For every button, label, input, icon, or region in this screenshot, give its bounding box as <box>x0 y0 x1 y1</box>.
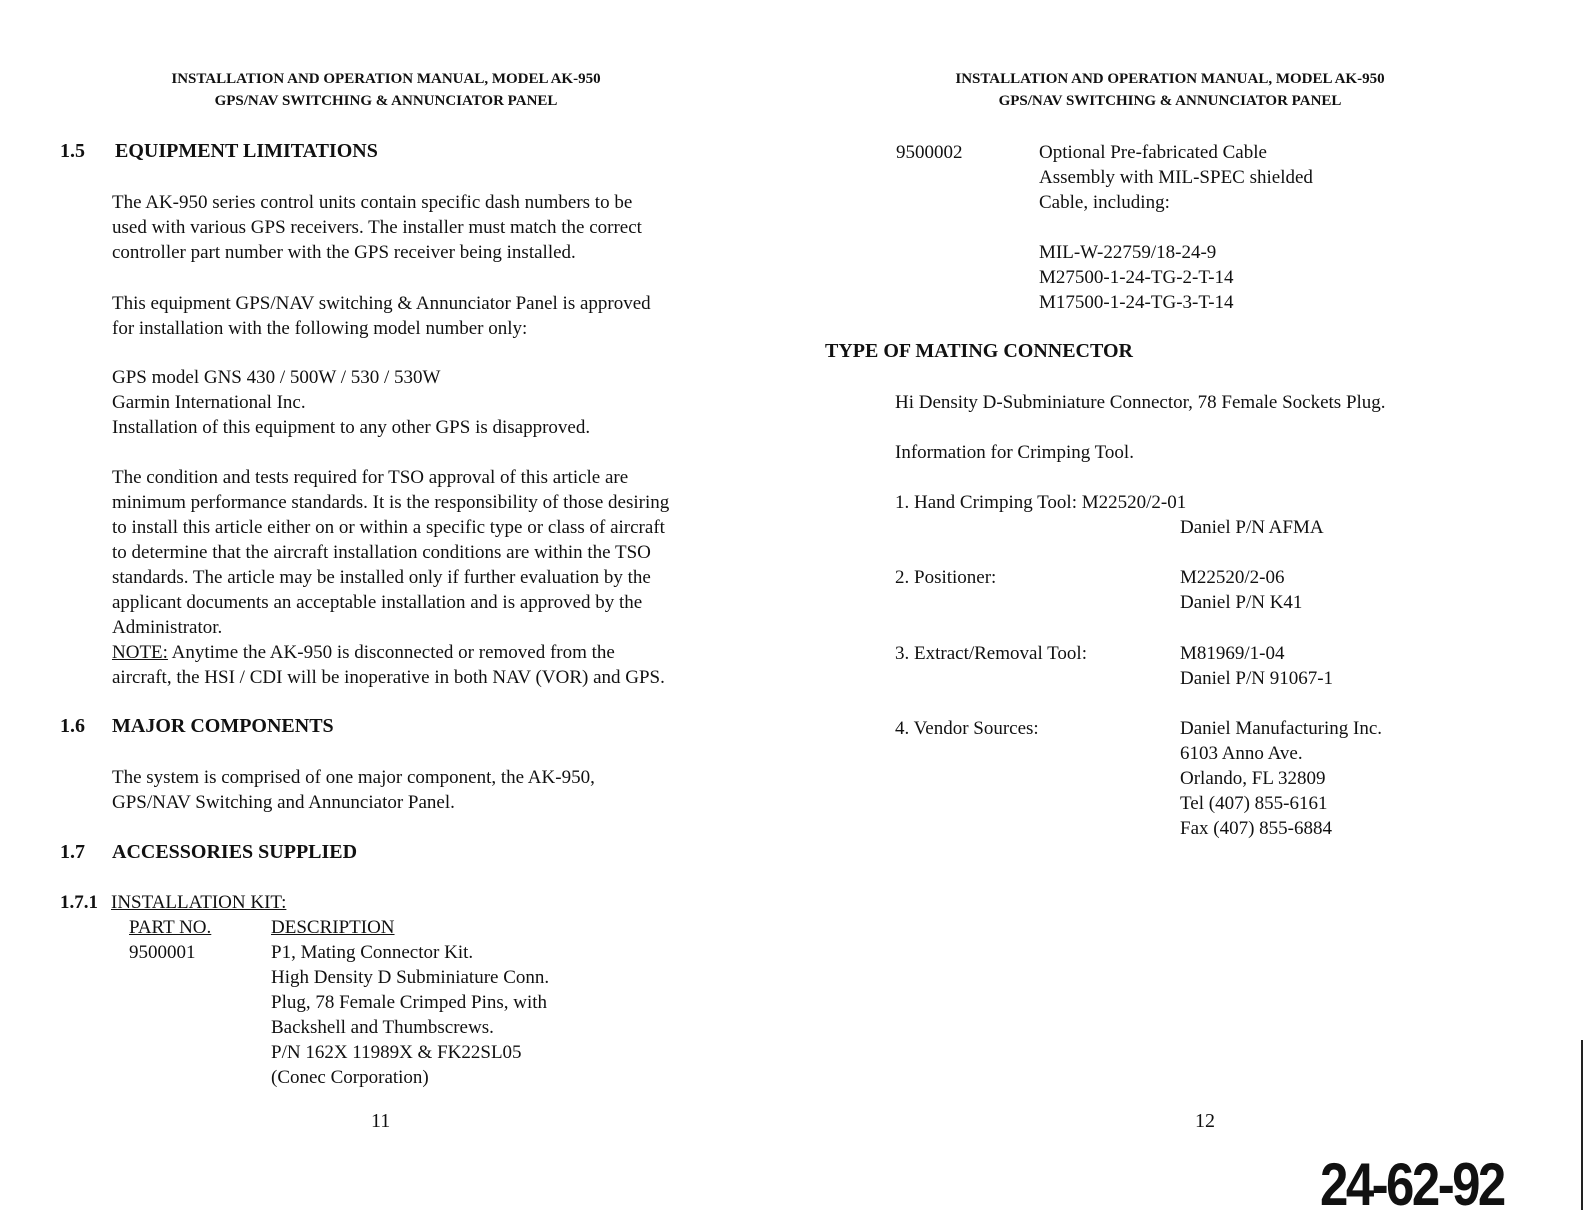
item-value: Daniel P/N AFMA <box>1180 517 1324 538</box>
text-line: for installation with the following model number only: <box>112 318 528 339</box>
tso-paragraph <box>112 465 669 690</box>
text-line: controller part number with the GPS receiver being installed. <box>112 242 576 263</box>
text-line: applicant documents an acceptable installation and is approved by the <box>112 592 643 613</box>
item-value: M81969/1-04 <box>1180 643 1285 664</box>
item-value: M22520/2-06 <box>1180 567 1285 588</box>
text-line: used with various GPS receivers. The installer must match the correct <box>112 217 642 238</box>
text-line: This equipment GPS/NAV switching & Annunciator Panel is approved <box>112 293 651 314</box>
crimp-tool-values <box>1180 515 1324 540</box>
section-1-5-number: 1.5 <box>60 140 85 162</box>
text-line: Optional Pre-fabricated Cable <box>1039 142 1267 163</box>
gps-model-paragraph <box>112 365 590 440</box>
connector-description: Hi Density D-Subminiature Connector, 78 Female Sockets Plug. <box>895 392 1386 413</box>
extract-tool-label: 3. Extract/Removal Tool: <box>895 643 1087 664</box>
text-line: P/N 162X 11989X & FK22SL05 <box>271 1042 522 1063</box>
right-header <box>884 68 1456 112</box>
section-1-7-title: ACCESSORIES SUPPLIED <box>112 841 358 863</box>
text-line: Garmin International Inc. <box>112 392 306 413</box>
kit-description <box>271 940 549 1090</box>
cable-description <box>1039 140 1313 215</box>
components-paragraph <box>112 765 595 815</box>
left-header-line1: INSTALLATION AND OPERATION MANUAL, MODEL AK-950 <box>171 71 601 87</box>
text-line: standards. The article may be installed only if further evaluation by the <box>112 567 651 588</box>
limitations-paragraph-1 <box>112 190 642 265</box>
section-1-6-title: MAJOR COMPONENTS <box>112 715 334 737</box>
part-no-header: PART NO. <box>129 917 212 938</box>
section-1-7-number: 1.7 <box>60 841 85 863</box>
vendor-sources-label: 4. Vendor Sources: <box>895 718 1039 739</box>
scan-edge-line <box>1581 1040 1583 1210</box>
item-value: Daniel Manufacturing Inc. <box>1180 718 1383 739</box>
text-line: P1, Mating Connector Kit. <box>271 942 474 963</box>
limitations-paragraph-2 <box>112 291 651 341</box>
text-line: The system is comprised of one major component, the AK-950, <box>112 767 595 788</box>
item-label: 1. Hand Crimping Tool: M22520/2-01 <box>895 492 1187 513</box>
vendor-sources-values <box>1180 716 1382 841</box>
crimp-tool-item <box>895 490 1186 515</box>
cable-specs <box>1039 240 1234 315</box>
note-label: NOTE: <box>112 642 168 663</box>
item-value: Daniel P/N 91067-1 <box>1180 668 1334 689</box>
installation-kit-title: INSTALLATION KIT: <box>111 892 287 913</box>
kit-part-number: 9500001 <box>129 942 196 963</box>
crimp-info: Information for Crimping Tool. <box>895 442 1134 463</box>
description-header: DESCRIPTION <box>271 917 395 938</box>
section-1-5-title: EQUIPMENT LIMITATIONS <box>115 140 378 162</box>
text-line: Plug, 78 Female Crimped Pins, with <box>271 992 548 1013</box>
item-value: Fax (407) 855-6884 <box>1180 818 1332 839</box>
item-value: 6103 Anno Ave. <box>1180 743 1303 764</box>
text-line: M17500-1-24-TG-3-T-14 <box>1039 292 1234 313</box>
note-line <box>112 640 669 665</box>
text-line: (Conec Corporation) <box>271 1067 429 1088</box>
text-line: Cable, including: <box>1039 192 1170 213</box>
text-line: Assembly with MIL-SPEC shielded <box>1039 167 1313 188</box>
extract-tool-values <box>1180 641 1333 691</box>
text-line: M27500-1-24-TG-2-T-14 <box>1039 267 1234 288</box>
page-number-11: 11 <box>371 1110 391 1132</box>
text-line: GPS/NAV Switching and Annunciator Panel. <box>112 792 455 813</box>
text-line: aircraft, the HSI / CDI will be inoperative in both NAV (VOR) and GPS. <box>112 667 665 688</box>
text-line: Installation of this equipment to any other GPS is disapproved. <box>112 417 591 438</box>
text-line: to install this article either on or within a specific type or class of aircraft <box>112 517 665 538</box>
left-header-line2: GPS/NAV SWITCHING & ANNUNCIATOR PANEL <box>214 93 558 109</box>
text-line: The condition and tests required for TSO approval of this article are <box>112 467 629 488</box>
document-number: 24-62-92 <box>1320 1151 1504 1218</box>
mating-connector-title: TYPE OF MATING CONNECTOR <box>825 340 1133 362</box>
text-line: MIL-W-22759/18-24-9 <box>1039 242 1217 263</box>
text-line: The AK-950 series control units contain specific dash numbers to be <box>112 192 633 213</box>
right-header-line2: GPS/NAV SWITCHING & ANNUNCIATOR PANEL <box>998 93 1342 109</box>
cable-part-number: 9500002 <box>896 142 963 163</box>
text-line: to determine that the aircraft installation conditions are within the TSO <box>112 542 651 563</box>
page-number-12: 12 <box>1195 1110 1215 1132</box>
item-value: Daniel P/N K41 <box>1180 592 1303 613</box>
text-line: Administrator. <box>112 617 223 638</box>
text-line: minimum performance standards. It is the responsibility of those desiring <box>112 492 670 513</box>
section-1-7-1-number: 1.7.1 <box>60 892 98 913</box>
section-1-6-number: 1.6 <box>60 715 85 737</box>
text-line: GPS model GNS 430 / 500W / 530 / 530W <box>112 367 441 388</box>
item-value: Orlando, FL 32809 <box>1180 768 1326 789</box>
positioner-label: 2. Positioner: <box>895 567 997 588</box>
right-header-line1: INSTALLATION AND OPERATION MANUAL, MODEL AK-950 <box>955 71 1385 87</box>
left-header <box>100 68 672 112</box>
note-text: Anytime the AK-950 is disconnected or removed from the <box>167 642 615 663</box>
positioner-values <box>1180 565 1302 615</box>
text-line: Backshell and Thumbscrews. <box>271 1017 494 1038</box>
item-value: Tel (407) 855-6161 <box>1180 793 1328 814</box>
text-line: High Density D Subminiature Conn. <box>271 967 550 988</box>
